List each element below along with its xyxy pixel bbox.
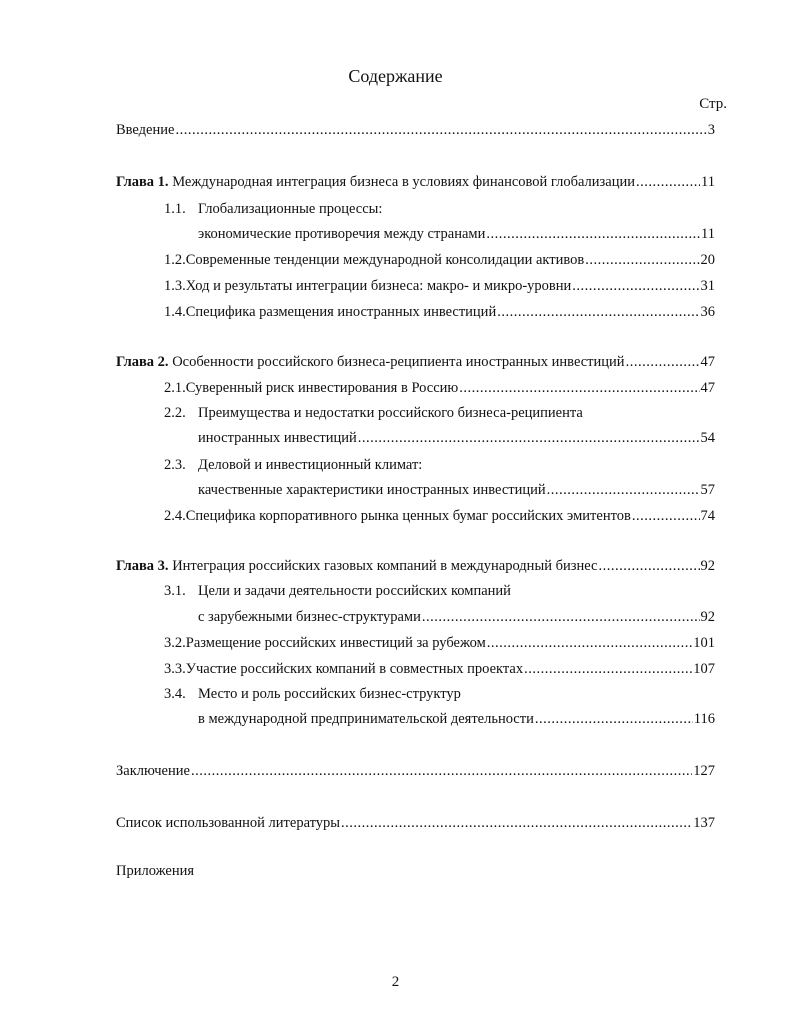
toc-page-number: 107 xyxy=(693,661,715,677)
toc-entry-conclusion xyxy=(116,762,715,780)
section-title: в международной предпринимательской деятельности xyxy=(198,711,534,727)
section-title: Место и роль российских бизнес-структур xyxy=(198,686,461,702)
toc-section-2-3-line1 xyxy=(164,456,422,474)
toc-leader-dots xyxy=(486,225,700,243)
toc-entry-appendices: Приложения xyxy=(116,863,195,879)
toc-section-3-3 xyxy=(164,660,715,678)
section-title: Ход и результаты интеграции бизнеса: макро- и микро-уровни xyxy=(185,278,572,294)
toc-leader-dots xyxy=(175,121,706,139)
toc-leader-dots xyxy=(572,277,699,295)
section-number: 1.1. xyxy=(164,201,186,217)
section-number: 3.1. xyxy=(164,583,186,599)
section-title: Преимущества и недостатки российского бизнеса-реципиента xyxy=(198,405,583,421)
toc-chapter-2 xyxy=(116,353,715,371)
section-number: 2.2. xyxy=(164,405,186,421)
toc-leader-dots xyxy=(632,507,700,525)
toc-leader-dots xyxy=(524,660,692,678)
chapter-label: Глава 3. xyxy=(116,558,169,574)
section-title: Специфика размещения иностранных инвестиций xyxy=(185,304,497,320)
toc-leader-dots xyxy=(459,379,699,397)
section-title: Суверенный риск инвестирования в Россию xyxy=(185,380,459,396)
section-title: Глобализационные процессы: xyxy=(198,201,383,217)
toc-page-number: 3 xyxy=(707,122,715,138)
section-title: Специфика корпоративного рынка ценных бумаг российских эмитентов xyxy=(185,508,631,524)
chapter-label: Глава 2. xyxy=(116,354,169,370)
section-title: качественные характеристики иностранных инвестиций xyxy=(198,482,546,498)
section-title: экономические противоречия между странами xyxy=(198,226,486,242)
toc-leader-dots xyxy=(636,173,700,191)
toc-section-2-2-line1 xyxy=(164,404,583,422)
chapter-title: Особенности российского бизнеса-реципиента иностранных инвестиций xyxy=(172,354,625,370)
toc-section-1-2 xyxy=(164,251,715,269)
toc-entry-text: Список использованной литературы xyxy=(116,815,341,831)
toc-page-number: 92 xyxy=(700,558,715,574)
toc-leader-dots xyxy=(358,429,700,447)
toc-leader-dots xyxy=(535,710,693,728)
toc-leader-dots xyxy=(191,762,692,780)
toc-entry-text: Введение xyxy=(116,122,175,138)
section-number: 1.3. xyxy=(164,278,186,294)
toc-section-3-2 xyxy=(164,634,715,652)
section-number: 3.2. xyxy=(164,635,186,651)
toc-leader-dots xyxy=(626,353,700,371)
toc-page-number: 20 xyxy=(700,252,715,268)
toc-chapter-1 xyxy=(116,173,715,191)
section-title: Размещение российских инвестиций за рубежом xyxy=(185,635,486,651)
page-title: Содержание xyxy=(348,66,443,86)
toc-leader-dots xyxy=(487,634,692,652)
toc-leader-dots xyxy=(547,481,700,499)
section-title: Современные тенденции международной консолидации активов xyxy=(185,252,585,268)
toc-leader-dots xyxy=(422,608,700,626)
toc-leader-dots xyxy=(341,814,692,832)
toc-page-number: 47 xyxy=(700,380,715,396)
toc-page-number: 116 xyxy=(693,711,715,727)
section-number: 2.4. xyxy=(164,508,186,524)
section-number: 3.4. xyxy=(164,686,186,702)
toc-section-1-1-line1 xyxy=(164,200,382,218)
toc-chapter-3 xyxy=(116,557,715,575)
toc-entry-intro xyxy=(116,121,715,139)
chapter-title: Международная интеграция бизнеса в условиях финансовой глобализации xyxy=(172,174,635,190)
toc-page-number: 47 xyxy=(700,354,715,370)
toc-section-2-2-line2 xyxy=(198,429,715,447)
toc-page-number: 137 xyxy=(693,815,715,831)
toc-page-number: 127 xyxy=(693,763,715,779)
toc-entry-bibliography xyxy=(116,814,715,832)
toc-page-number: 74 xyxy=(700,508,715,524)
toc-page-number: 36 xyxy=(700,304,715,320)
toc-page-number: 54 xyxy=(700,430,715,446)
section-number: 2.1. xyxy=(164,380,186,396)
toc-section-3-4-line1 xyxy=(164,685,461,703)
chapter-label: Глава 1. xyxy=(116,174,169,190)
section-title: с зарубежными бизнес-структурами xyxy=(198,609,421,625)
section-number: 2.3. xyxy=(164,457,186,473)
toc-page-number: 31 xyxy=(700,278,715,294)
section-number: 1.2. xyxy=(164,252,186,268)
section-title: Участие российских компаний в совместных проектах xyxy=(185,661,524,677)
page-column-label: Стр. xyxy=(699,96,727,112)
toc-section-3-4-line2 xyxy=(198,710,715,728)
toc-page-number: 101 xyxy=(693,635,715,651)
toc-section-1-4 xyxy=(164,303,715,321)
section-title: Цели и задачи деятельности российских компаний xyxy=(198,583,511,599)
chapter-title: Интеграция российских газовых компаний в международный бизнес xyxy=(172,558,598,574)
toc-leader-dots xyxy=(497,303,699,321)
toc-page-number: 11 xyxy=(701,174,715,190)
toc-section-3-1-line2 xyxy=(198,608,715,626)
section-number: 3.3. xyxy=(164,661,186,677)
section-title: Деловой и инвестиционный климат: xyxy=(198,457,423,473)
page-number: 2 xyxy=(391,974,400,990)
toc-entry-text: Заключение xyxy=(116,763,190,779)
toc-section-1-3 xyxy=(164,277,715,295)
section-number: 1.4. xyxy=(164,304,186,320)
toc-section-2-4 xyxy=(164,507,715,525)
section-title: иностранных инвестиций xyxy=(198,430,357,446)
toc-leader-dots xyxy=(585,251,699,269)
toc-section-3-1-line1 xyxy=(164,582,511,600)
toc-page-number: 92 xyxy=(700,609,715,625)
toc-section-1-1-line2 xyxy=(198,225,715,243)
toc-page-number: 11 xyxy=(701,226,715,242)
toc-section-2-1 xyxy=(164,379,715,397)
toc-page-number: 57 xyxy=(700,482,715,498)
toc-leader-dots xyxy=(598,557,699,575)
toc-section-2-3-line2 xyxy=(198,481,715,499)
